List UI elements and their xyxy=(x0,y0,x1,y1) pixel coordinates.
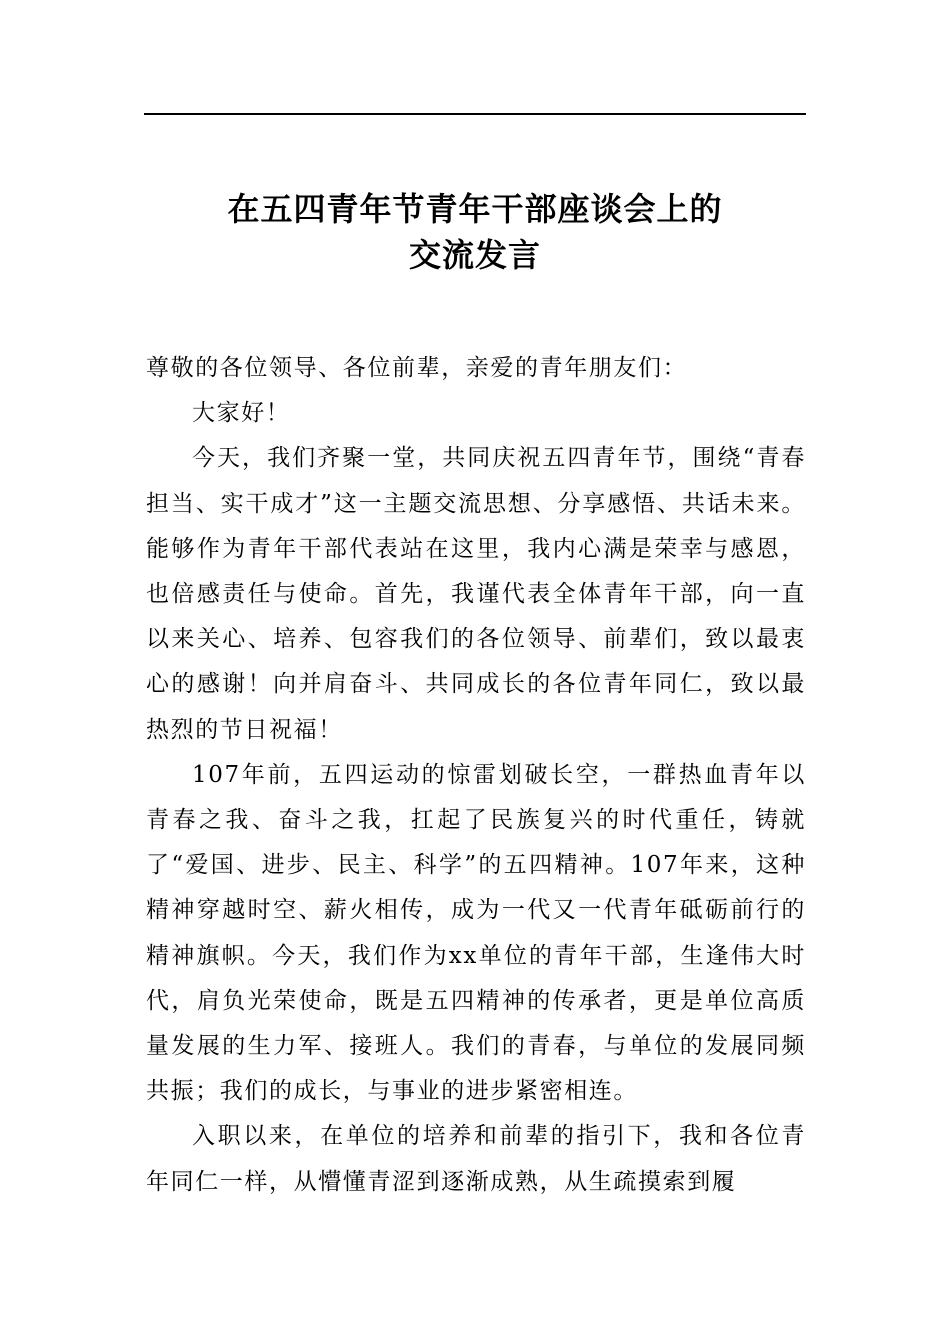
body-paragraph: 入职以来，在单位的培养和前辈的指引下，我和各位青年同仁一样，从懵懂青涩到逐渐成熟，从生疏摸索到履 xyxy=(146,1123,806,1195)
document-title xyxy=(144,186,806,278)
title-line-1: 在五四青年节青年干部座谈会上的 xyxy=(227,190,723,228)
body-paragraph: 107年前，五四运动的惊雷划破长空，一群热血青年以青春之我、奋斗之我，扛起了民族复兴的时代重任，铸就了“爱国、进步、民主、科学”的五四精神。107年来，这种精神穿越时空、薪火相传，成为一代又一代青年砥砺前行的精神旗帜。今天，我们作为xx单位的青年干部，生逢伟大时代，肩负光荣使命，既是五四精神的传承者，更是单位高质量发展的生力军、接班人。我们的青春，与单位的发展同频共振；我们的成长，与事业的进步紧密相连。 xyxy=(146,761,806,1105)
document-body xyxy=(146,346,806,1205)
salutation-paragraph: 尊敬的各位领导、各位前辈，亲爱的青年朋友们： xyxy=(146,355,688,381)
title-line-2: 交流发言 xyxy=(408,236,541,274)
greeting-paragraph: 大家好！ xyxy=(192,400,291,427)
header-rule xyxy=(144,113,806,115)
body-paragraph: 今天，我们齐聚一堂，共同庆祝五四青年节，围绕“青春担当、实干成才”这一主题交流思想、分享感悟、共话未来。能够作为青年干部代表站在这里，我内心满是荣幸与感恩，也倍感责任与使命。首先，我谨代表全体青年干部，向一直以来关心、培养、包容我们的各位领导、前辈们，致以最衷心的感谢！向并肩奋斗、共同成长的各位青年同仁，致以最热烈的节日祝福！ xyxy=(146,445,806,743)
